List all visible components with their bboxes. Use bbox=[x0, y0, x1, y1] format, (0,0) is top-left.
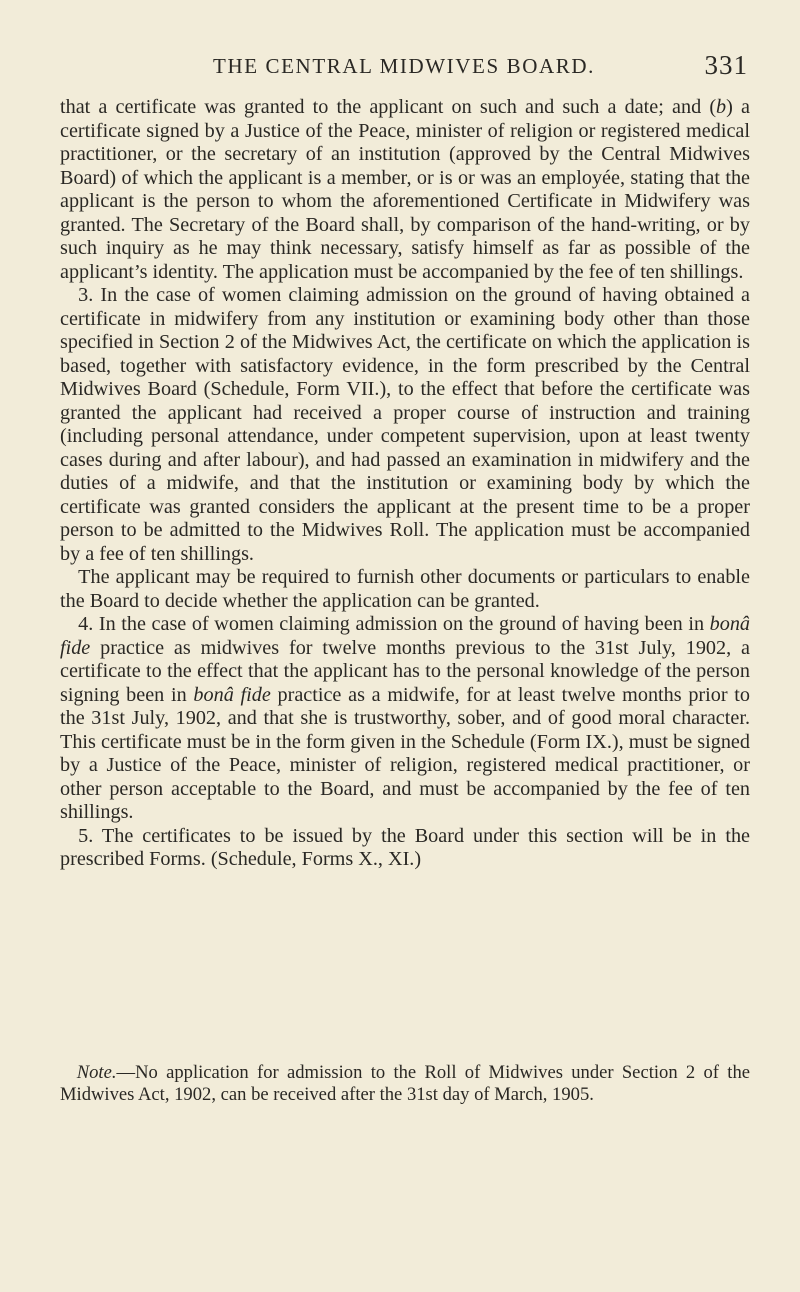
paragraph-section-3-addendum: The applicant may be required to furnish other documents or particulars to enable the Board to decide whether the application can be granted. bbox=[60, 566, 750, 612]
paragraph-section-5: 5. The certificates to be issued by the Board under this section will be in the prescribed Forms. (Schedule, Forms X., XI.) bbox=[60, 824, 750, 870]
text-segment: ) a certificate signed by a Justice of the Peace, minister of religion or registered medical practitioner, or the secretary of an institution (approved by the Central Midwives Board) of which the applicant is a member, or is or was an employée, stating that the applicant is the person to whom the aforementioned Certificate in Midwifery was granted. The Secretary of the Board shall, by comparison of the hand-writing, or by such inquiry as he may think necessary, satisfy himself as far as possible of the applicant’s identity. The application must be accompanied by the fee of ten shillings. bbox=[60, 96, 750, 283]
running-title: THE CENTRAL MIDWIVES BOARD. bbox=[213, 54, 595, 78]
footnote bbox=[60, 1062, 750, 1106]
paragraph-section-3: 3. In the case of women claiming admission on the ground of having obtained a certificate in midwifery from any institution or examining body other than those specified in Section 2 of the Midwives Act, the certificate on which the application is based, together with satisfactory evidence, in the form prescribed by the Central Midwives Board (Schedule, Form VII.), to the effect that before the certificate was granted the applicant had received a proper course of instruction and training (including personal attendance, under competent supervision, upon at least twenty cases during and after labour), and had passed an examination in midwifery and the duties of a midwife, and that the institution or examining body by which the certificate was granted considers the applicant at the present time to be a proper person to be admitted to the Midwives Roll. The application must be accompanied by a fee of ten shillings. bbox=[60, 284, 750, 565]
emphasis-letter: b bbox=[716, 96, 727, 118]
page-header bbox=[60, 50, 748, 90]
page-number: 331 bbox=[704, 50, 748, 80]
text-segment: 4. In the case of women claiming admission on the ground of having been in bbox=[78, 613, 710, 635]
text-segment: practice as midwives for twelve months previous to the 31st July, 1902, a certificate to the effect that the applicant has to the personal knowledge of the person signing been in bbox=[60, 636, 750, 706]
note-label: Note. bbox=[76, 1062, 117, 1083]
text-segment: that a certificate was granted to the applicant on such and such a date; and ( bbox=[60, 96, 717, 118]
text-segment: practice as a midwife, for at least twelve months prior to the 31st July, 1902, and that she is trustworthy, sober, and of good moral character. This certificate must be in the form given in the Schedule (Form IX.), must be signed by a Justice of the Peace, minister of religion, registered medical practitioner, or other person acceptable to the Board, and must be accompanied by the fee of ten shillings. bbox=[60, 683, 750, 823]
emphasis-phrase: bonâ fide bbox=[60, 613, 750, 659]
body-text bbox=[60, 96, 750, 872]
note-text: —No application for admission to the Roll of Midwives under Section 2 of the Midwives Act, 1902, can be received after the 31st day of March, 1905. bbox=[60, 1062, 750, 1105]
emphasis-phrase: bonâ fide bbox=[193, 683, 271, 706]
paragraph-section-4 bbox=[60, 613, 750, 825]
paragraph-continuation bbox=[60, 96, 750, 284]
